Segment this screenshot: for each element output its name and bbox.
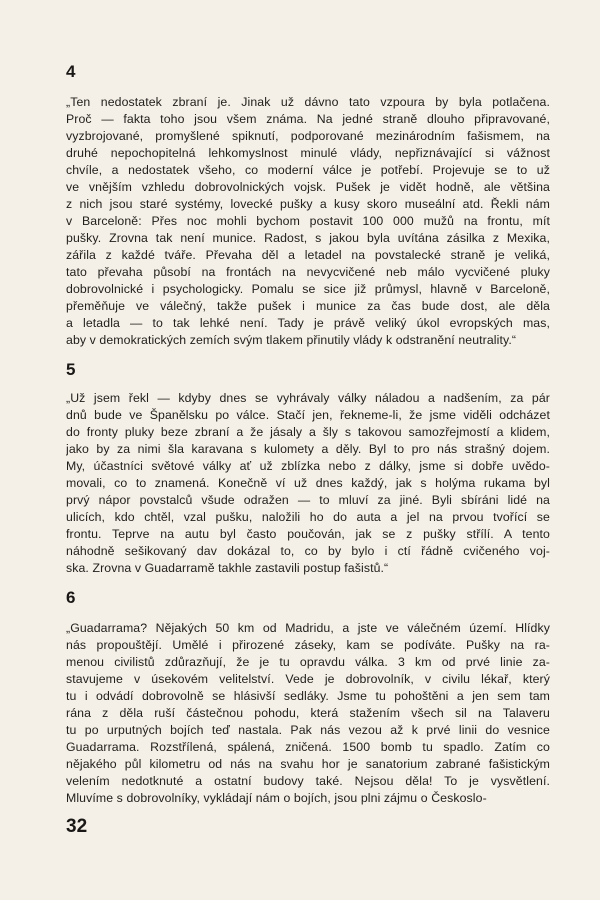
text-line: ulicích, kdo chtěl, vzal pušku, naložili ho do auta a jel na prvou tvořící se (66, 510, 550, 524)
text-line: prvý nápor povstalců všude odražen — to mluví za jiné. Byli sbíráni lidé na (66, 493, 550, 507)
text-line: přeměňuje ve válečný, takže pušek i munice za čas bude dost, ale děla (66, 299, 550, 313)
section-6-paragraph (66, 620, 550, 807)
text-line: jako by za nimi šla karavana s kulomety a děly. Byl to pro nás strašný dojem. (66, 442, 550, 456)
text-line: tato převaha působí na frontách na nevycvičené neb málo vycvičené pluky (66, 265, 550, 279)
text-line: „Ten nedostatek zbraní je. Jinak už dávno tato vzpoura by byla potlačena. (66, 95, 550, 109)
text-line: druhé nepochopitelná lehkomyslnost minulé vlády, nepřiznávající si vážnost (66, 146, 550, 160)
section-number-5: 5 (66, 360, 76, 379)
text-line: tu i odvádí dobrovolně se hlásivší sedláky. Jsme tu pohoštěni a jen sem tam (66, 689, 550, 703)
text-line: aby v demokratických zemích svým tlakem přinutily vlády k odstranění neutrality.“ (66, 333, 517, 347)
text-line: náhodně sešikovaný dav dokázal to, co by bylo i ctí řádně cvičeného voj- (66, 544, 550, 558)
text-line: zářila z každé tváře. Převaha děl a letadel na povstalecké straně je veliká, (66, 248, 550, 262)
text-line: a letadla — to tak lehké není. Tady je právě veliký úkol evropských mas, (66, 316, 550, 330)
text-line: v Barceloně: Přes noc mohli bychom postavit 100 000 mužů na frontu, mít (66, 214, 550, 228)
text-line: ska. Zrovna v Guadarramě takhle zastavili postup fašistů.“ (66, 561, 389, 575)
text-line: nás propouštějí. Umělé i přirozené záseky, kam se podíváte. Pušky na ra- (66, 638, 550, 652)
text-line: chvíle, a nedostatek všeho, co moderní válce je potřebí. Projevuje se to už (66, 163, 550, 177)
text-line: movali, co to znamená. Konečně ví už dnes každý, jak s holýma rukama byl (66, 476, 550, 490)
text-line: z nich jsou staré systémy, lovecké pušky a kusy skoro museální atd. Řekli nám (66, 197, 550, 211)
section-number-6: 6 (66, 588, 76, 607)
text-line: dobrovolnické i psychologicky. Pomalu se sice již průmysl, hlavně v Barceloně, (66, 282, 550, 296)
section-number-4: 4 (66, 62, 76, 81)
text-line: vyzbrojované, promyšlené spiknutí, podporované mezinárodním fašismem, na (66, 129, 550, 143)
text-line: My, účastníci světové války ať už zblízka nebo z dálky, jsme si dobře uvědo- (66, 459, 550, 473)
text-line: velením nedotknuté a ostatní budovy také. Nejsou děla! To je vysvětlení. (66, 774, 550, 788)
text-line: tu po urputných bojích teď nastala. Pak nás vezou až k prvé linii do vesnice (66, 723, 550, 737)
text-line: Proč — fakta toho jsou všem známa. Na jedné straně dlouho připravované, (66, 112, 550, 126)
text-line: frontu. Teprve na autu byl často poučován, jak se z pušky střílí. A tento (66, 527, 550, 541)
text-line: stavujeme v úsekovém velitelství. Vede je dobrovolník, v civilu lékař, který (66, 672, 550, 686)
text-line: Mluvíme s dobrovolníky, vykládají nám o bojích, jsou plni zájmu o Českoslo- (66, 791, 487, 805)
text-line: pušky. Zrovna tak není munice. Radost, s jakou byla uvítána zásilka z Mexika, (66, 231, 550, 245)
text-line: menou civilistů zdůrazňují, že je tu opravdu válka. 3 km od prvé linie za- (66, 655, 550, 669)
text-line: Guadarrama. Rozstřílená, spálená, zničená. 1500 bomb tu spadlo. Zatím co (66, 740, 550, 754)
text-line: ve vnějším vzhledu dobrovolnických vojsk. Pušek je vidět hodně, ale většina (66, 180, 550, 194)
page-number: 32 (66, 816, 88, 837)
text-line: do fronty pluky beze zbraní a že jásaly a šly s takovou samozřejmostí a klidem, (66, 425, 550, 439)
section-5-paragraph (66, 390, 550, 577)
text-line: dnů bude ve Španělsku po válce. Stačí jen, řekneme-li, že jsme viděli odcházet (66, 408, 550, 422)
text-line: nějakého půl kilometru od nás na svahu hor je sanatorium zabrané fašistickým (66, 757, 550, 771)
text-line: „Už jsem řekl — kdyby dnes se vyhrávaly války náladou a nadšením, za pár (66, 391, 550, 405)
text-line: rána z děla ruší částečnou pohodu, která stažením všech sil na Talaveru (66, 706, 550, 720)
text-line: „Guadarrama? Nějakých 50 km od Madridu, a jste ve válečném území. Hlídky (66, 621, 550, 635)
section-4-paragraph (66, 94, 550, 349)
